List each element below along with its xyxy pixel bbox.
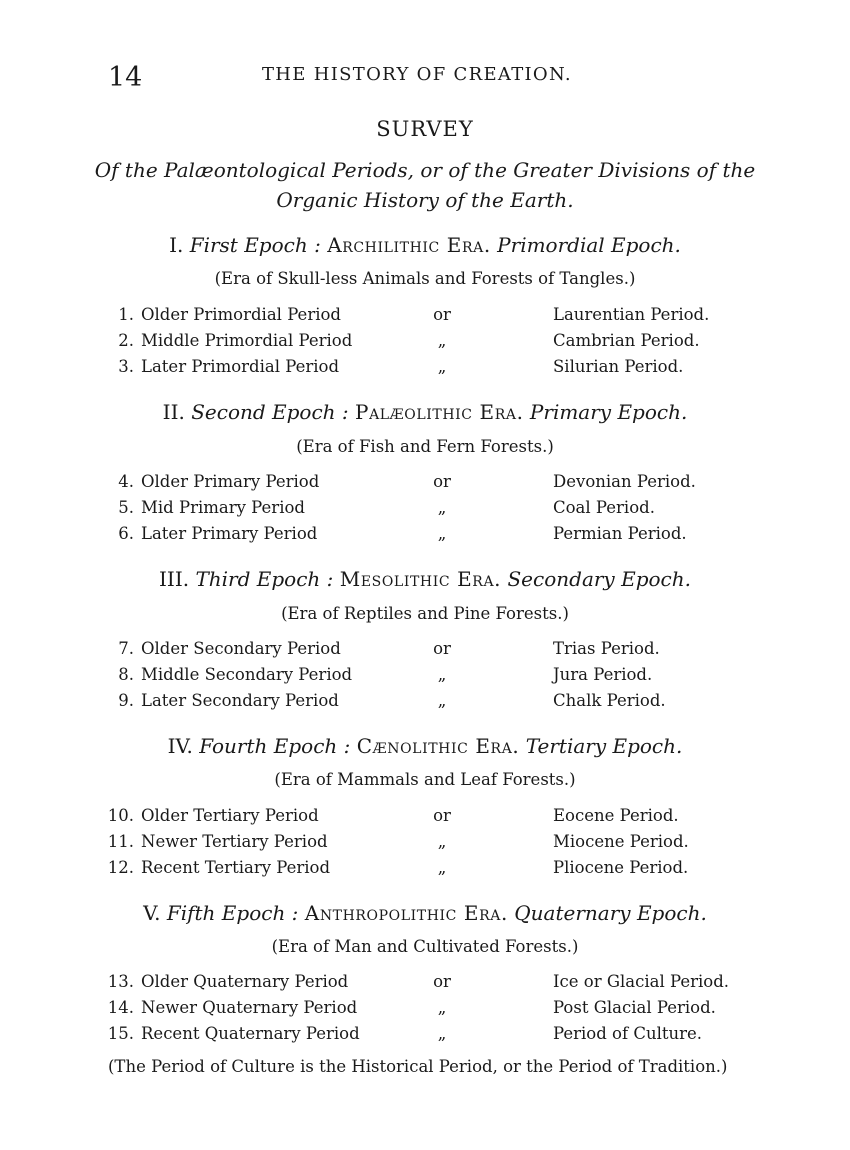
period-conjunction: or (433, 472, 451, 491)
period-alt-name: Permian Period. (553, 524, 687, 543)
era-name: Cænolithic Era. (356, 734, 520, 758)
period-number: 13. (107, 972, 134, 991)
period-alt-name: Miocene Period. (553, 832, 689, 851)
period-number: 1. (118, 305, 134, 324)
period-conjunction: or (433, 972, 451, 991)
period-number: 5. (118, 498, 134, 517)
period-alt-name: Coal Period. (553, 498, 655, 517)
alt-epoch-name: Primordial Epoch. (497, 233, 681, 257)
period-number: 9. (118, 691, 134, 710)
period-number: 2. (118, 331, 134, 350)
footer-note: (The Period of Culture is the Historical Period, or the Period of Tradition.) (108, 1057, 728, 1076)
epoch-description-4: (Era of Mammals and Leaf Forests.) (274, 770, 576, 789)
running-title: THE HISTORY OF CREATION. (262, 64, 572, 85)
alt-epoch-name: Secondary Epoch. (507, 567, 691, 591)
epoch-description-2: (Era of Fish and Fern Forests.) (296, 437, 554, 456)
period-number: 10. (107, 806, 134, 825)
period-row (0, 972, 850, 996)
period-row (0, 832, 850, 856)
period-conjunction: „ (437, 691, 447, 710)
period-name: Older Secondary Period (141, 639, 341, 658)
period-alt-name: Devonian Period. (553, 472, 696, 491)
epoch-numeral: V. (143, 901, 161, 925)
period-conjunction: „ (437, 498, 447, 517)
period-name: Middle Primordial Period (141, 331, 353, 350)
period-conjunction: „ (437, 331, 447, 350)
period-name: Newer Quaternary Period (141, 998, 358, 1017)
period-name: Later Primary Period (141, 524, 318, 543)
alt-epoch-name: Tertiary Epoch. (525, 734, 683, 758)
period-number: 8. (118, 665, 134, 684)
era-name: Archilithic Era. (327, 233, 491, 257)
period-alt-name: Pliocene Period. (553, 858, 689, 877)
period-name: Older Primary Period (141, 472, 320, 491)
period-alt-name: Silurian Period. (553, 357, 684, 376)
period-row (0, 998, 850, 1022)
epoch-description-3: (Era of Reptiles and Pine Forests.) (281, 604, 569, 623)
period-conjunction: or (433, 639, 451, 658)
period-number: 14. (107, 998, 134, 1017)
epoch-heading-4 (0, 734, 850, 758)
epoch-numeral: I. (169, 233, 184, 257)
period-row (0, 665, 850, 689)
period-conjunction: „ (437, 832, 447, 851)
period-name: Middle Secondary Period (141, 665, 353, 684)
survey-subtitle-line-2: Organic History of the Earth. (276, 188, 574, 212)
epoch-name: Fourth Epoch : (199, 734, 351, 758)
epoch-numeral: II. (162, 400, 185, 424)
period-name: Recent Tertiary Period (141, 858, 331, 877)
period-conjunction: „ (437, 1024, 447, 1043)
period-conjunction: „ (437, 665, 447, 684)
period-alt-name: Jura Period. (553, 665, 653, 684)
period-name: Recent Quaternary Period (141, 1024, 360, 1043)
period-conjunction: or (433, 305, 451, 324)
epoch-name: Fifth Epoch : (166, 901, 299, 925)
period-conjunction: or (433, 806, 451, 825)
period-name: Older Quaternary Period (141, 972, 349, 991)
period-row (0, 691, 850, 715)
period-row (0, 1024, 850, 1048)
period-row (0, 806, 850, 830)
period-number: 7. (118, 639, 134, 658)
period-row (0, 472, 850, 496)
period-conjunction: „ (437, 998, 447, 1017)
period-number: 6. (118, 524, 134, 543)
survey-subtitle-line-1: Of the Palæontological Periods, or of the Greater Divisions of the (94, 158, 756, 182)
period-row (0, 858, 850, 882)
period-row (0, 357, 850, 381)
period-row (0, 498, 850, 522)
period-number: 3. (118, 357, 134, 376)
period-row (0, 639, 850, 663)
period-number: 12. (107, 858, 134, 877)
epoch-heading-3 (0, 567, 850, 591)
period-alt-name: Laurentian Period. (553, 305, 710, 324)
period-name: Older Tertiary Period (141, 806, 319, 825)
epoch-numeral: IV. (167, 734, 193, 758)
period-row (0, 305, 850, 329)
epoch-heading-2 (0, 400, 850, 424)
period-alt-name: Trias Period. (553, 639, 660, 658)
period-name: Later Secondary Period (141, 691, 339, 710)
survey-title: SURVEY (376, 117, 474, 141)
period-alt-name: Chalk Period. (553, 691, 666, 710)
period-name: Newer Tertiary Period (141, 832, 328, 851)
period-number: 15. (107, 1024, 134, 1043)
epoch-description-5: (Era of Man and Cultivated Forests.) (271, 937, 579, 956)
period-row (0, 331, 850, 355)
epoch-heading-5 (0, 901, 850, 925)
period-row (0, 524, 850, 548)
period-alt-name: Period of Culture. (553, 1024, 702, 1043)
period-alt-name: Ice or Glacial Period. (553, 972, 730, 991)
alt-epoch-name: Quaternary Epoch. (514, 901, 707, 925)
period-name: Older Primordial Period (141, 305, 341, 324)
era-name: Palæolithic Era. (355, 400, 524, 424)
period-name: Later Primordial Period (141, 357, 340, 376)
period-conjunction: „ (437, 858, 447, 877)
alt-epoch-name: Primary Epoch. (529, 400, 688, 424)
period-conjunction: „ (437, 524, 447, 543)
page-number: 14 (108, 62, 143, 93)
period-alt-name: Eocene Period. (553, 806, 679, 825)
period-name: Mid Primary Period (141, 498, 305, 517)
period-conjunction: „ (437, 357, 447, 376)
epoch-description-1: (Era of Skull-less Animals and Forests of Tangles.) (214, 269, 636, 288)
epoch-numeral: III. (159, 567, 190, 591)
period-alt-name: Cambrian Period. (553, 331, 700, 350)
epoch-name: First Epoch : (189, 233, 321, 257)
epoch-heading-1 (0, 233, 850, 257)
epoch-name: Third Epoch : (195, 567, 334, 591)
epoch-name: Second Epoch : (191, 400, 349, 424)
period-alt-name: Post Glacial Period. (553, 998, 716, 1017)
era-name: Mesolithic Era. (339, 567, 502, 591)
period-number: 4. (118, 472, 134, 491)
era-name: Anthropolithic Era. (304, 901, 508, 925)
period-number: 11. (107, 832, 134, 851)
